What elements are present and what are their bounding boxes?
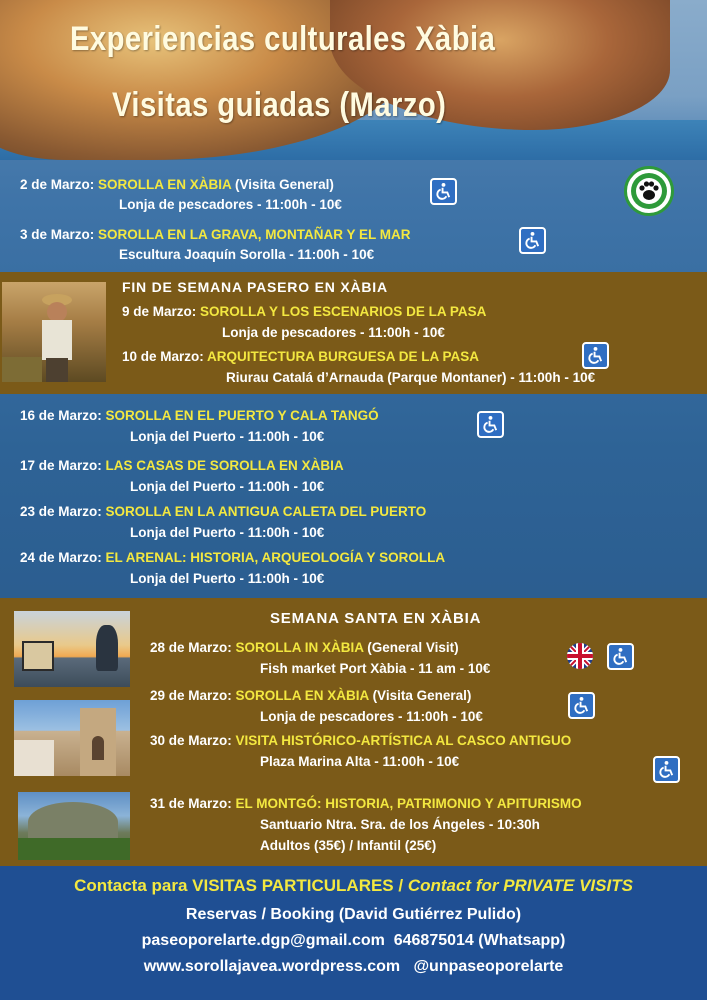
visit-item — [20, 550, 445, 565]
contact-es: Contacta para VISITAS PARTICULARES / — [74, 876, 408, 895]
visit-extra: (Visita General) — [368, 688, 472, 703]
visit-extra: (General Visit) — [363, 640, 459, 655]
visit-date: 24 de Marzo: — [20, 550, 102, 565]
visit-title: SOROLLA EN XÀBIA — [98, 177, 232, 192]
visit-title: SOROLLA EN EL PUERTO Y CALA TANGÓ — [105, 408, 379, 423]
visit-date: 23 de Marzo: — [20, 504, 102, 519]
web-line — [0, 958, 707, 976]
visit-item — [150, 688, 471, 703]
visit-title: SOROLLA EN XÀBIA — [235, 688, 369, 703]
visit-date: 28 de Marzo: — [150, 640, 232, 655]
visit-item — [20, 177, 334, 192]
page-subtitle: Visitas guiadas (Marzo) — [112, 86, 447, 124]
contact-line — [0, 932, 707, 950]
visit-details: Riurau Catalá d’Arnauda (Parque Montaner) - 11:00h - 10€ — [226, 370, 596, 385]
visit-prices: Adultos (35€) / Infantil (25€) — [260, 838, 437, 853]
visit-item — [20, 458, 344, 473]
wheelchair-icon — [653, 756, 680, 783]
visit-title: ARQUITECTURA BURGUESA DE LA PASA — [207, 349, 480, 364]
visit-title: SOROLLA IN XÀBIA — [235, 640, 364, 655]
pasa-weekend-section — [0, 272, 707, 394]
phone-number[interactable]: 646875014 (Whatsapp) — [393, 932, 566, 949]
visit-date: 10 de Marzo: — [122, 349, 204, 364]
booking-line: Reservas / Booking (David Gutiérrez Pulido) — [185, 906, 522, 923]
contact-en: Contact for PRIVATE VISITS — [407, 876, 633, 895]
visit-details: Fish market Port Xàbia - 11 am - 10€ — [260, 661, 491, 676]
website-link[interactable]: www.sorollajavea.wordpress.com — [143, 958, 401, 975]
wheelchair-icon — [582, 342, 609, 369]
holy-week-section — [0, 598, 707, 866]
paw-icon — [627, 169, 671, 213]
section-heading: FIN DE SEMANA PASERO EN XÀBIA — [122, 279, 388, 295]
email-link[interactable]: paseoporelarte.dgp@gmail.com — [141, 932, 385, 949]
wheelchair-icon — [568, 692, 595, 719]
visit-details: Lonja del Puerto - 11:00h - 10€ — [130, 525, 325, 540]
visit-date: 29 de Marzo: — [150, 688, 232, 703]
visit-date: 31 de Marzo: — [150, 796, 232, 811]
visit-date: 30 de Marzo: — [150, 733, 232, 748]
visit-item — [122, 304, 486, 319]
contact-footer — [0, 866, 707, 1000]
visit-details: Lonja de pescadores - 11:00h - 10€ — [222, 325, 445, 340]
wheelchair-icon — [607, 643, 634, 670]
visit-details: Escultura Joaquín Sorolla - 11:00h - 10€ — [119, 247, 375, 262]
visit-title: EL ARENAL: HISTORIA, ARQUEOLOGÍA Y SOROLLA — [105, 550, 446, 565]
visit-title: SOROLLA Y LOS ESCENARIOS DE LA PASA — [200, 304, 487, 319]
wheelchair-icon — [430, 178, 457, 205]
uk-flag-icon — [567, 643, 593, 669]
visit-details: Lonja de pescadores - 11:00h - 10€ — [260, 709, 483, 724]
visit-item — [150, 640, 459, 655]
visit-details: Lonja de pescadores - 11:00h - 10€ — [119, 197, 342, 212]
section-heading: SEMANA SANTA EN XÀBIA — [270, 610, 482, 627]
visit-item — [20, 408, 379, 423]
visit-item — [20, 504, 426, 519]
wheelchair-icon — [519, 227, 546, 254]
visit-date: 2 de Marzo: — [20, 177, 95, 192]
visit-title: SOROLLA EN LA ANTIGUA CALETA DEL PUERTO — [105, 504, 427, 519]
visit-details: Lonja del Puerto - 11:00h - 10€ — [130, 429, 325, 444]
old-town-church-photo — [14, 700, 130, 776]
visit-extra: (Visita General) — [231, 177, 334, 192]
visit-details: Lonja del Puerto - 11:00h - 10€ — [130, 479, 325, 494]
social-handle[interactable]: @unpaseoporelarte — [413, 958, 564, 975]
visit-title: VISITA HISTÓRICO-ARTÍSTICA AL CASCO ANTIGUO — [235, 733, 572, 748]
sunset-painter-photo — [14, 611, 130, 687]
pet-friendly-badge — [624, 166, 674, 216]
visit-details: Santuario Ntra. Sra. de los Ángeles - 10:30h — [260, 817, 540, 832]
wheelchair-icon — [477, 411, 504, 438]
visit-details: Lonja del Puerto - 11:00h - 10€ — [130, 571, 325, 586]
visit-date: 9 de Marzo: — [122, 304, 197, 319]
visit-date: 16 de Marzo: — [20, 408, 102, 423]
visit-date: 3 de Marzo: — [20, 227, 95, 242]
visit-item — [122, 349, 479, 364]
contact-heading — [0, 876, 707, 896]
visit-item — [150, 733, 571, 748]
visit-date: 17 de Marzo: — [20, 458, 102, 473]
visit-title: SOROLLA EN LA GRAVA, MONTAÑAR Y EL MAR — [98, 227, 411, 242]
pasa-farmer-photo — [2, 282, 106, 382]
montgo-mountain-photo — [18, 792, 130, 860]
visit-title: EL MONTGÓ: HISTORIA, PATRIMONIO Y APITURISMO — [235, 796, 582, 811]
visit-item — [150, 796, 582, 811]
visit-item — [20, 227, 411, 242]
page-title: Experiencias culturales Xàbia — [70, 20, 496, 58]
visit-title: LAS CASAS DE SOROLLA EN XÀBIA — [105, 458, 344, 473]
visit-details: Plaza Marina Alta - 11:00h - 10€ — [260, 754, 460, 769]
